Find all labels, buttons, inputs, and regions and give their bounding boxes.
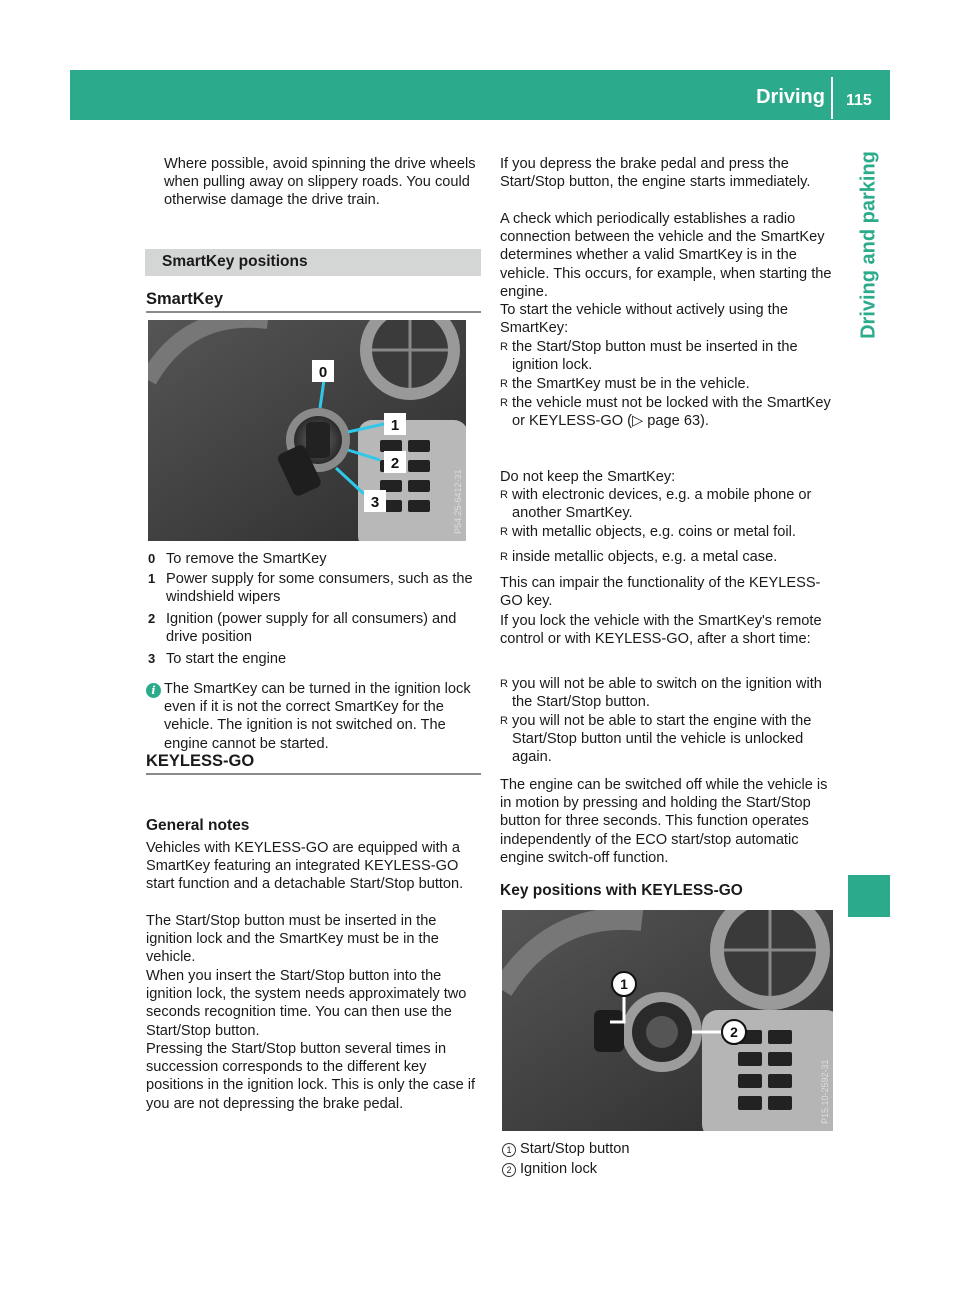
legend-text: To remove the SmartKey <box>166 551 327 567</box>
list-item: R the SmartKey must be in the vehicle. <box>500 375 832 393</box>
list-item-text: you will not be able to start the engine with the Start/Stop button until the vehicle is unlocked again. <box>512 713 812 766</box>
legend-number: 0 <box>148 551 156 566</box>
keyless-rule <box>146 773 481 775</box>
photo-callout-0: 0 <box>318 364 328 381</box>
keyless-go-heading: KEYLESS-GO <box>146 752 255 770</box>
keyless-legend-item-1 <box>502 1140 838 1158</box>
legend-text: Ignition lock <box>520 1161 598 1177</box>
list-item-text: the Start/Stop button must be inserted in the ignition lock. <box>512 339 798 374</box>
smartkey-ignition-photo <box>148 320 466 541</box>
smartkey-heading: SmartKey <box>146 290 224 308</box>
photo-code: P54.25-6412-31 <box>453 469 463 534</box>
section-heading-box <box>145 249 481 276</box>
legend-text: Ignition (power supply for all consumers) and drive position <box>166 611 457 646</box>
right-paragraph-5: This can impair the functionality of the KEYLESS-GO key. <box>500 575 821 610</box>
right-paragraph-7: The engine can be switched off while the vehicle is in motion by pressing and holding the Start/Stop button for three seconds. This function operates independently of the ECO start/stop automatic engine switch-off function. <box>500 777 828 866</box>
list-item: R the Start/Stop button must be inserted in the ignition lock. <box>500 338 832 374</box>
right-paragraph-6: If you lock the vehicle with the SmartKey's remote control or with KEYLESS-GO, after a short time: <box>500 613 822 648</box>
legend-text: Start/Stop button <box>520 1141 630 1157</box>
list-item-text: the SmartKey must be in the vehicle. <box>512 376 750 392</box>
page-number: 115 <box>846 92 872 109</box>
photo-callout-1: 1 <box>390 417 400 434</box>
header-divider <box>831 77 833 119</box>
keyless-illustration <box>502 910 833 1131</box>
list-item-text: you will not be able to switch on the ignition with the Start/Stop button. <box>512 676 822 711</box>
general-notes-heading: General notes <box>146 817 250 834</box>
list-item-text: with electronic devices, e.g. a mobile phone or another SmartKey. <box>512 487 812 522</box>
legend-item-0 <box>148 550 484 568</box>
list-item: R you will not be able to switch on the ignition with the Start/Stop button. <box>500 675 832 711</box>
right-paragraph-3: To start the vehicle without actively using the SmartKey: <box>500 302 788 337</box>
legend-item-3 <box>148 650 484 668</box>
legend-number: 2 <box>148 611 156 626</box>
side-tab-label: Driving and parking <box>857 151 880 339</box>
keyless-go-photo <box>502 910 833 1131</box>
right-paragraph-4: Do not keep the SmartKey: <box>500 469 676 485</box>
photo-callout-1: 1 <box>620 976 628 992</box>
legend-number: 2 <box>502 1163 516 1177</box>
list-item: R you will not be able to start the engine with the Start/Stop button until the vehicle is unlocked again. <box>500 712 832 767</box>
info-note: The SmartKey can be turned in the ignition lock even if it is not the correct SmartKey for the vehicle. The ignition is not switched on. The engine cannot be started. <box>164 681 471 752</box>
list-item-text: the vehicle must not be locked with the SmartKey or KEYLESS-GO (▷ page 63). <box>512 395 831 430</box>
photo-callout-3: 3 <box>370 494 380 511</box>
photo-callout-2: 2 <box>730 1024 738 1040</box>
intro-text: Where possible, avoid spinning the drive wheels when pulling away on slippery roads. You could otherwise damage the drive train. <box>164 156 476 209</box>
keyless-paragraph-2: The Start/Stop button must be inserted in the ignition lock and the SmartKey must be in the vehicle. <box>146 913 439 966</box>
list-item: R the vehicle must not be locked with the SmartKey or KEYLESS-GO (▷ page 63). <box>500 395 831 430</box>
right-paragraph-2: A check which periodically establishes a radio connection between the vehicle and the SmartKey determines whether a valid SmartKey is in the vehicle. This occurs, for example, when starting the engine. <box>500 211 832 300</box>
list-item: R inside metallic objects, e.g. a metal case. <box>500 548 832 566</box>
chapter-title: Driving <box>756 86 825 108</box>
legend-number: 1 <box>148 571 156 586</box>
key-positions-heading: Key positions with KEYLESS-GO <box>500 882 743 899</box>
list-item-text: with metallic objects, e.g. coins or metal foil. <box>512 524 796 540</box>
legend-number: 3 <box>148 651 156 666</box>
list-item: R with metallic objects, e.g. coins or metal foil. <box>500 523 832 541</box>
photo-callout-2: 2 <box>390 455 400 472</box>
ignition-illustration <box>148 320 466 541</box>
heading-rule <box>146 311 481 313</box>
side-tab <box>848 140 890 350</box>
keyless-legend-item-2 <box>502 1160 838 1178</box>
right-paragraph-1: If you depress the brake pedal and press the Start/Stop button, the engine starts immediately. <box>500 156 811 191</box>
legend-item-2 <box>148 610 484 646</box>
section-heading: SmartKey positions <box>162 253 308 270</box>
info-icon: i <box>146 681 161 699</box>
list-item: R with electronic devices, e.g. a mobile phone or another SmartKey. <box>500 486 832 522</box>
photo-code: P15.10-2592-31 <box>820 1059 830 1124</box>
keyless-paragraph-1: Vehicles with KEYLESS-GO are equipped with a SmartKey featuring an integrated KEYLESS-GO start function and a detachable Start/Stop button. <box>146 840 464 893</box>
keyless-paragraph-4: Pressing the Start/Stop button several times in succession corresponds to the different key positions in the ignition lock. This is only the case if you are not depressing the brake pedal. <box>146 1041 476 1112</box>
legend-item-1 <box>148 570 484 606</box>
keyless-paragraph-3: When you insert the Start/Stop button into the ignition lock, the system needs approximately two seconds recognition time. You can then use the Start/Stop button. <box>146 968 467 1039</box>
legend-number: 1 <box>502 1143 516 1157</box>
legend-text: To start the engine <box>166 651 287 667</box>
list-item-text: inside metallic objects, e.g. a metal case. <box>512 549 778 565</box>
legend-text: Power supply for some consumers, such as the windshield wipers <box>166 571 473 606</box>
side-tab-marker <box>848 875 890 917</box>
